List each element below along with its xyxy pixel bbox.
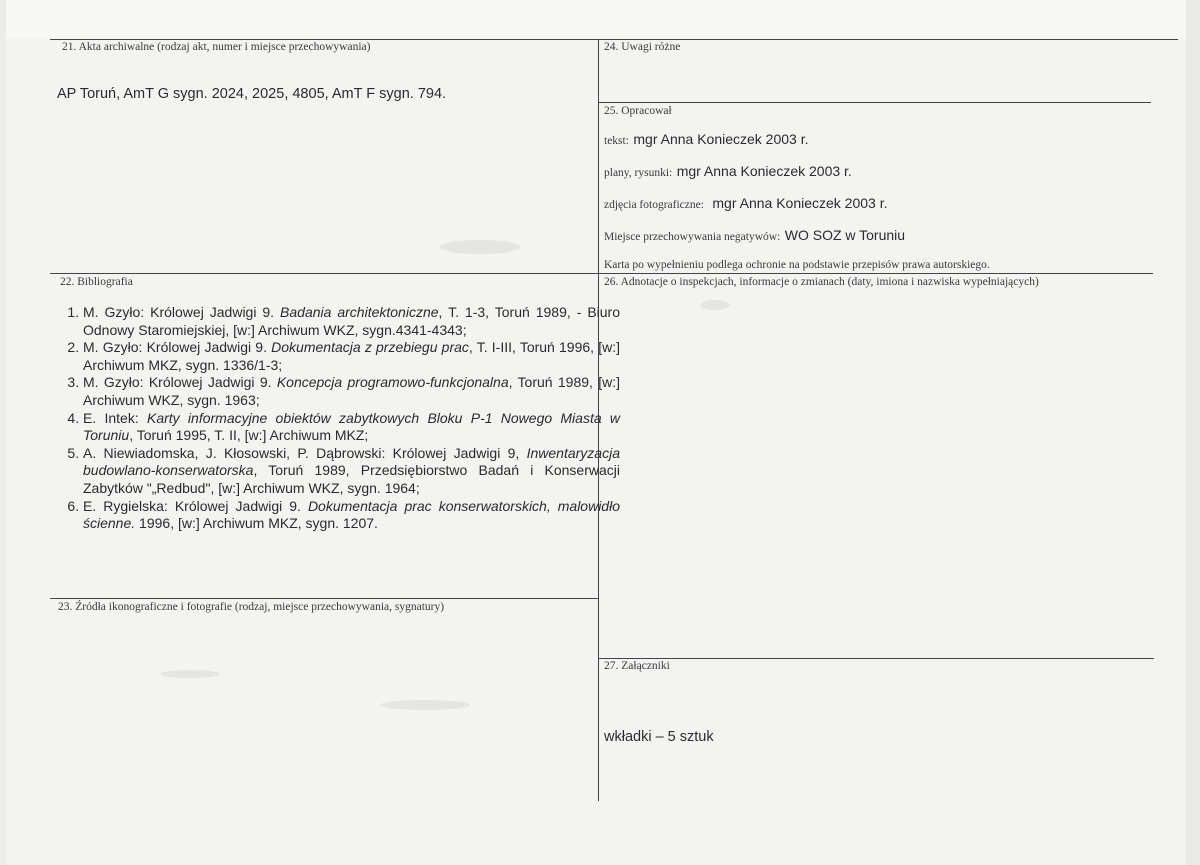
bibliography-text: , Toruń 1989, [w:] Archiwum WKZ, sygn. 1963;: [83, 374, 621, 408]
section-23-label: 23. Źródła ikonograficzne i fotografie (rodzaj, miejsce przechowywania, sygnatury): [58, 601, 445, 613]
scan-margin-left: [0, 0, 6, 865]
author-plans-row: [604, 163, 852, 181]
bibliography-title: Dokumentacja prac konserwatorskich, malowidło ścienne.: [83, 497, 620, 532]
author-photos-row: [604, 195, 888, 213]
section-22-label: 22. Bibliografia: [60, 276, 133, 288]
bibliography-text: , Toruń 1989, Przedsiębiorstwo Badań i Konserwacji Zabytków "„Redbud", [w:] Archiwum WKZ, sygn. 1964;: [83, 462, 620, 496]
section-27-label: 27. Załączniki: [604, 660, 670, 672]
bibliography-item: [83, 445, 620, 498]
divider-22-23: [50, 598, 598, 599]
negatives-storage-row: [604, 227, 905, 245]
divider-24-25: [598, 102, 1151, 103]
bibliography-text: , T. I-III, Toruń 1996, [w:] Archiwum MKZ, sygn. 1336/1-3;: [83, 339, 620, 373]
bibliography-title: Inwentaryzacja budowlano-konserwatorska: [83, 444, 620, 479]
bibliography-item: [83, 498, 620, 533]
bibliography-text: , Toruń 1995, T. II, [w:] Archiwum MKZ;: [129, 427, 369, 444]
author-plans-value: mgr Anna Konieczek 2003 r.: [676, 163, 852, 179]
section-24-label: 24. Uwagi różne: [604, 41, 681, 53]
author-text-label: tekst:: [604, 135, 629, 147]
bibliography-title: Karty informacyjne obiektów zabytkowych Bloku P-1 Nowego Miasta w Toruniu: [83, 409, 620, 444]
bibliography-title: Koncepcja programowo-funkcjonalna: [276, 374, 509, 391]
divider-21-22: [50, 273, 598, 274]
bibliography-text: M. Gzyło: Królowej Jadwigi 9.: [83, 339, 272, 356]
negatives-storage-label: Miejsce przechowywania negatywów:: [604, 231, 781, 243]
bibliography-text: M. Gzyło: Królowej Jadwigi 9.: [83, 304, 281, 320]
scan-speck: [160, 670, 220, 678]
scan-speck: [440, 240, 520, 254]
bibliography-title: Dokumentacja z przebiegu prac: [271, 339, 469, 356]
section-26-label: 26. Adnotacje o inspekcjach, informacje o zmianach (daty, imiona i nazwiska wypełniających): [604, 276, 1039, 288]
divider-26-27: [598, 658, 1154, 659]
copyright-note: Karta po wypełnieniu podlega ochronie na podstawie przepisów prawa autorskiego.: [604, 259, 990, 271]
top-border-line: [50, 39, 1178, 40]
author-photos-label: zdjęcia fotograficzne:: [604, 199, 704, 211]
divider-25-26: [598, 273, 1153, 274]
bibliography-item: [83, 410, 620, 445]
bibliography-text: M. Gzyło: Królowej Jadwigi 9.: [83, 374, 277, 391]
author-text-value: mgr Anna Konieczek 2003 r.: [633, 131, 809, 147]
bibliography-item: [83, 374, 620, 409]
scan-margin-top: [0, 0, 1200, 38]
scan-speck: [700, 300, 730, 310]
archive-records-value: AP Toruń, AmT G sygn. 2024, 2025, 4805, AmT F sygn. 794.: [57, 86, 447, 102]
scan-speck: [380, 700, 470, 710]
bibliography-text: , T. 1-3, Toruń 1989, - Biuro Odnowy Staromiejskiej, [w:] Archiwum WKZ, sygn.4341-4343;: [83, 304, 621, 338]
bibliography-text: E. Rygielska: Królowej Jadwigi 9.: [83, 497, 308, 514]
attachments-value: wkładki – 5 sztuk: [604, 729, 714, 745]
bibliography-text: 1996, [w:] Archiwum MKZ, sygn. 1207.: [135, 515, 378, 532]
bibliography-text: A. Niewiadomska, J. Kłosowski, P. Dąbrowski: Królowej Jadwigi 9,: [83, 444, 527, 461]
section-21-label: 21. Akta archiwalne (rodzaj akt, numer i miejsce przechowywania): [62, 41, 371, 53]
author-text-row: [604, 131, 808, 149]
bibliography-text: E. Intek:: [83, 409, 147, 426]
bibliography-item: [83, 339, 620, 374]
bibliography-list: [57, 304, 620, 533]
negatives-storage-value: WO SOZ w Toruniu: [784, 227, 906, 243]
bibliography-title: Badania architektoniczne: [280, 304, 439, 320]
author-photos-value: mgr Anna Konieczek 2003 r.: [712, 195, 888, 211]
bibliography-item: [83, 304, 620, 339]
author-plans-label: plany, rysunki:: [604, 167, 673, 179]
scan-margin-right: [1186, 0, 1200, 865]
section-25-label: 25. Opracował: [604, 105, 672, 117]
